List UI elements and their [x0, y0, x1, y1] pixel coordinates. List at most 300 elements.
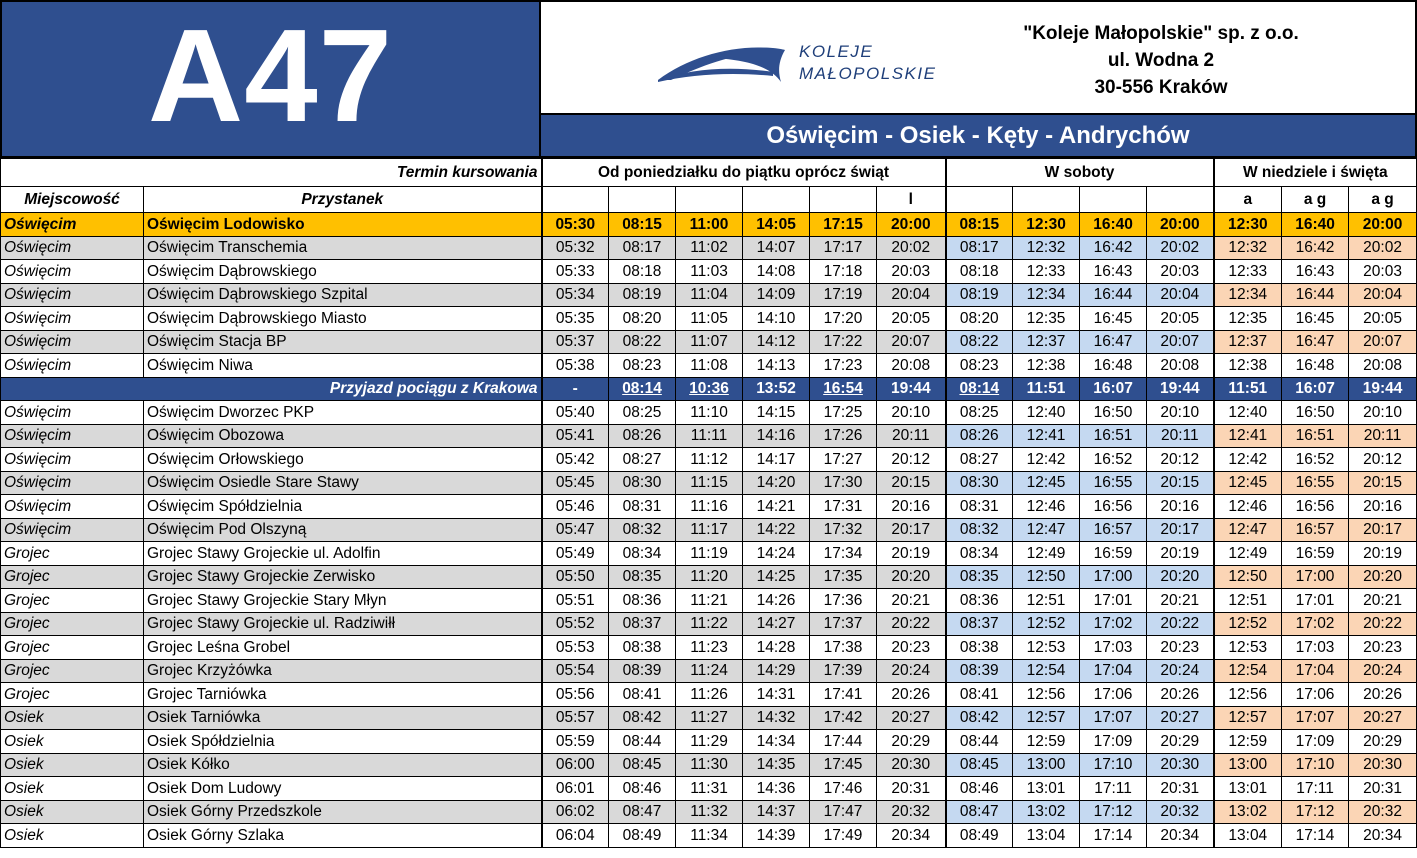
town-name: Osiek [1, 730, 144, 754]
town-name: Oświęcim [1, 424, 144, 448]
departure-time: 20:16 [1349, 495, 1417, 519]
timetable [0, 158, 1417, 848]
departure-time: 20:15 [877, 471, 946, 495]
departure-time: 12:51 [1013, 589, 1080, 613]
departure-time: 20:04 [1349, 283, 1417, 307]
logo-area [541, 0, 1417, 113]
train-arrival-time: 08:14 [609, 377, 676, 401]
departure-time: 17:14 [1080, 824, 1147, 848]
town-name: Grojec [1, 636, 144, 660]
departure-time: 17:02 [1080, 612, 1147, 636]
departure-time: 08:37 [609, 612, 676, 636]
departure-time: 16:52 [1080, 448, 1147, 472]
stop-name: Oświęcim Niwa [144, 354, 542, 378]
departure-time: 17:38 [810, 636, 877, 660]
departure-time: 17:12 [1282, 800, 1349, 824]
departure-time: 20:08 [877, 354, 946, 378]
departure-time: 08:46 [946, 777, 1013, 801]
stop-row [1, 471, 1417, 495]
stop-name: Grojec Leśna Grobel [144, 636, 542, 660]
departure-time: 14:39 [743, 824, 810, 848]
departure-time: 12:51 [1214, 589, 1282, 613]
departure-time: 14:08 [743, 260, 810, 284]
departure-time: 05:46 [542, 495, 609, 519]
departure-time: 20:12 [1349, 448, 1417, 472]
departure-time: 11:27 [676, 706, 743, 730]
town-name: Oświęcim [1, 330, 144, 354]
departure-time: 08:18 [609, 260, 676, 284]
departure-time: 08:37 [946, 612, 1013, 636]
departure-time: 20:27 [877, 706, 946, 730]
departure-time: 14:34 [743, 730, 810, 754]
departure-time: 16:59 [1282, 542, 1349, 566]
departure-time: 11:11 [676, 424, 743, 448]
departure-time: 16:59 [1080, 542, 1147, 566]
town-name: Oświęcim [1, 495, 144, 519]
train-arrival-time: 16:07 [1080, 377, 1147, 401]
departure-time: 08:18 [946, 260, 1013, 284]
stop-row [1, 706, 1417, 730]
departure-time: 17:18 [810, 260, 877, 284]
departure-time: 08:26 [946, 424, 1013, 448]
stop-row [1, 260, 1417, 284]
departure-time: 17:39 [810, 659, 877, 683]
departure-time: 20:26 [1349, 683, 1417, 707]
town-name: Oświęcim [1, 307, 144, 331]
departure-time: 12:41 [1013, 424, 1080, 448]
town-name: Grojec [1, 683, 144, 707]
departure-time: 20:02 [1349, 236, 1417, 260]
departure-time: 20:16 [877, 495, 946, 519]
course-note [1013, 187, 1080, 213]
stop-row [1, 683, 1417, 707]
departure-time: 16:51 [1282, 424, 1349, 448]
course-note [609, 187, 676, 213]
stop-name: Osiek Dom Ludowy [144, 777, 542, 801]
departure-time: 06:00 [542, 753, 609, 777]
departure-time: 17:10 [1080, 753, 1147, 777]
departure-time: 20:11 [877, 424, 946, 448]
stop-name: Oświęcim Dworzec PKP [144, 401, 542, 425]
departure-time: 20:31 [1349, 777, 1417, 801]
departure-time: 20:00 [1147, 213, 1214, 237]
course-note [1147, 187, 1214, 213]
departure-time: 05:56 [542, 683, 609, 707]
departure-time: 17:06 [1080, 683, 1147, 707]
route-number-box [0, 0, 541, 158]
departure-time: 20:30 [1349, 753, 1417, 777]
departure-time: 11:21 [676, 589, 743, 613]
departure-time: 17:35 [810, 565, 877, 589]
course-note [743, 187, 810, 213]
departure-time: 08:44 [609, 730, 676, 754]
departure-time: 12:37 [1013, 330, 1080, 354]
departure-time: 12:42 [1214, 448, 1282, 472]
town-name: Oświęcim [1, 448, 144, 472]
departure-time: 08:42 [609, 706, 676, 730]
departure-time: 17:47 [810, 800, 877, 824]
stop-row [1, 800, 1417, 824]
train-arrival-time: 10:36 [676, 377, 743, 401]
departure-time: 16:43 [1282, 260, 1349, 284]
departure-time: 20:32 [877, 800, 946, 824]
sunday-header: W niedziele i święta [1214, 159, 1417, 187]
town-name: Osiek [1, 824, 144, 848]
departure-time: 17:20 [810, 307, 877, 331]
train-arrival-time: - [542, 377, 609, 401]
train-arrival-time: 19:44 [1147, 377, 1214, 401]
departure-time: 08:23 [946, 354, 1013, 378]
course-note [810, 187, 877, 213]
route-name-bar [541, 113, 1417, 158]
stop-name: Grojec Tarniówka [144, 683, 542, 707]
departure-time: 12:57 [1013, 706, 1080, 730]
company-name: "Koleje Małopolskie" sp. z o.o. [1023, 23, 1299, 44]
departure-time: 16:43 [1080, 260, 1147, 284]
departure-time: 17:30 [810, 471, 877, 495]
course-note [1080, 187, 1147, 213]
departure-time: 08:31 [609, 495, 676, 519]
departure-time: 14:24 [743, 542, 810, 566]
departure-time: 05:53 [542, 636, 609, 660]
departure-time: 17:44 [810, 730, 877, 754]
departure-time: 17:46 [810, 777, 877, 801]
departure-time: 13:00 [1214, 753, 1282, 777]
departure-time: 16:40 [1282, 213, 1349, 237]
departure-time: 16:48 [1080, 354, 1147, 378]
departure-time: 17:22 [810, 330, 877, 354]
departure-time: 16:50 [1080, 401, 1147, 425]
departure-time: 17:45 [810, 753, 877, 777]
departure-time: 20:29 [1349, 730, 1417, 754]
departure-time: 13:00 [1013, 753, 1080, 777]
departure-time: 17:12 [1080, 800, 1147, 824]
departure-time: 12:42 [1013, 448, 1080, 472]
stop-row [1, 448, 1417, 472]
stop-row [1, 659, 1417, 683]
departure-time: 20:27 [1147, 706, 1214, 730]
departure-time: 17:25 [810, 401, 877, 425]
departure-time: 12:52 [1013, 612, 1080, 636]
departure-time: 14:17 [743, 448, 810, 472]
departure-time: 12:35 [1214, 307, 1282, 331]
departure-time: 17:03 [1282, 636, 1349, 660]
header-row-operating [1, 159, 1417, 187]
departure-time: 16:55 [1080, 471, 1147, 495]
departure-time: 20:02 [1147, 236, 1214, 260]
departure-time: 08:34 [946, 542, 1013, 566]
departure-time: 12:32 [1013, 236, 1080, 260]
departure-time: 20:23 [877, 636, 946, 660]
departure-time: 11:20 [676, 565, 743, 589]
stop-name: Oświęcim Lodowisko [144, 213, 542, 237]
departure-time: 17:10 [1282, 753, 1349, 777]
departure-time: 08:38 [946, 636, 1013, 660]
departure-time: 08:46 [609, 777, 676, 801]
departure-time: 11:10 [676, 401, 743, 425]
departure-time: 08:36 [946, 589, 1013, 613]
departure-time: 14:35 [743, 753, 810, 777]
departure-time: 16:44 [1080, 283, 1147, 307]
departure-time: 16:47 [1080, 330, 1147, 354]
course-note [946, 187, 1013, 213]
departure-time: 12:52 [1214, 612, 1282, 636]
departure-time: 13:01 [1013, 777, 1080, 801]
departure-time: 11:15 [676, 471, 743, 495]
departure-time: 20:20 [877, 565, 946, 589]
stop-row [1, 636, 1417, 660]
departure-time: 08:27 [609, 448, 676, 472]
departure-time: 20:31 [1147, 777, 1214, 801]
stop-row [1, 612, 1417, 636]
departure-time: 20:29 [1147, 730, 1214, 754]
departure-time: 17:41 [810, 683, 877, 707]
departure-time: 20:22 [877, 612, 946, 636]
departure-time: 11:26 [676, 683, 743, 707]
departure-time: 20:21 [1147, 589, 1214, 613]
departure-time: 17:42 [810, 706, 877, 730]
stop-row [1, 283, 1417, 307]
departure-time: 16:56 [1282, 495, 1349, 519]
departure-time: 20:17 [877, 518, 946, 542]
departure-time: 20:34 [877, 824, 946, 848]
departure-time: 11:32 [676, 800, 743, 824]
departure-time: 20:34 [1349, 824, 1417, 848]
departure-time: 05:35 [542, 307, 609, 331]
departure-time: 14:28 [743, 636, 810, 660]
departure-time: 05:34 [542, 283, 609, 307]
swoosh-icon [653, 32, 793, 92]
departure-time: 20:11 [1349, 424, 1417, 448]
departure-time: 05:59 [542, 730, 609, 754]
departure-time: 12:56 [1214, 683, 1282, 707]
departure-time: 11:19 [676, 542, 743, 566]
departure-time: 12:41 [1214, 424, 1282, 448]
departure-time: 20:04 [1147, 283, 1214, 307]
stop-name: Osiek Tarniówka [144, 706, 542, 730]
departure-time: 11:22 [676, 612, 743, 636]
departure-time: 12:53 [1013, 636, 1080, 660]
departure-time: 20:08 [1147, 354, 1214, 378]
departure-time: 20:10 [877, 401, 946, 425]
departure-time: 17:17 [810, 236, 877, 260]
town-name: Oświęcim [1, 213, 144, 237]
departure-time: 17:14 [1282, 824, 1349, 848]
town-name: Oświęcim [1, 260, 144, 284]
departure-time: 12:34 [1214, 283, 1282, 307]
departure-time: 11:31 [676, 777, 743, 801]
departure-time: 17:15 [810, 213, 877, 237]
departure-time: 08:30 [609, 471, 676, 495]
departure-time: 17:04 [1282, 659, 1349, 683]
departure-time: 12:54 [1013, 659, 1080, 683]
departure-time: 12:54 [1214, 659, 1282, 683]
logo-text-line1: KOLEJE [799, 42, 874, 61]
departure-time: 12:33 [1214, 260, 1282, 284]
town-name: Grojec [1, 612, 144, 636]
stop-name: Oświęcim Dąbrowskiego Szpital [144, 283, 542, 307]
departure-time: 08:47 [609, 800, 676, 824]
town-name: Oświęcim [1, 283, 144, 307]
departure-time: 11:24 [676, 659, 743, 683]
departure-time: 05:50 [542, 565, 609, 589]
stop-row [1, 495, 1417, 519]
departure-time: 08:34 [609, 542, 676, 566]
departure-time: 20:11 [1147, 424, 1214, 448]
departure-time: 08:31 [946, 495, 1013, 519]
departure-time: 20:12 [1147, 448, 1214, 472]
departure-time: 12:53 [1214, 636, 1282, 660]
departure-time: 11:17 [676, 518, 743, 542]
departure-time: 20:15 [1349, 471, 1417, 495]
departure-time: 08:23 [609, 354, 676, 378]
departure-time: 12:46 [1013, 495, 1080, 519]
departure-time: 12:59 [1214, 730, 1282, 754]
departure-time: 08:39 [946, 659, 1013, 683]
stop-name: Oświęcim Transchemia [144, 236, 542, 260]
departure-time: 08:20 [609, 307, 676, 331]
departure-time: 20:22 [1349, 612, 1417, 636]
departure-time: 20:23 [1349, 636, 1417, 660]
departure-time: 20:03 [1349, 260, 1417, 284]
town-name: Oświęcim [1, 236, 144, 260]
departure-time: 17:00 [1282, 565, 1349, 589]
departure-time: 17:31 [810, 495, 877, 519]
departure-time: 12:30 [1214, 213, 1282, 237]
departure-time: 16:56 [1080, 495, 1147, 519]
town-name: Oświęcim [1, 354, 144, 378]
departure-time: 20:30 [1147, 753, 1214, 777]
departure-time: 20:07 [877, 330, 946, 354]
departure-time: 16:45 [1080, 307, 1147, 331]
departure-time: 08:22 [609, 330, 676, 354]
stop-name: Grojec Stawy Grojeckie Stary Młyn [144, 589, 542, 613]
departure-time: 20:10 [1147, 401, 1214, 425]
departure-time: 17:27 [810, 448, 877, 472]
departure-time: 20:17 [1349, 518, 1417, 542]
departure-time: 08:32 [946, 518, 1013, 542]
departure-time: 20:07 [1147, 330, 1214, 354]
town-header: Miejscowość [1, 187, 144, 213]
departure-time: 05:54 [542, 659, 609, 683]
departure-time: 17:06 [1282, 683, 1349, 707]
train-arrival-time: 08:14 [946, 377, 1013, 401]
departure-time: 08:36 [609, 589, 676, 613]
departure-time: 08:17 [946, 236, 1013, 260]
departure-time: 17:36 [810, 589, 877, 613]
departure-time: 08:44 [946, 730, 1013, 754]
departure-time: 20:19 [1147, 542, 1214, 566]
stop-name: Osiek Górny Przedszkole [144, 800, 542, 824]
departure-time: 20:03 [877, 260, 946, 284]
departure-time: 12:38 [1214, 354, 1282, 378]
course-note [542, 187, 609, 213]
departure-time: 17:07 [1282, 706, 1349, 730]
company-address [1011, 20, 1311, 101]
departure-time: 08:39 [609, 659, 676, 683]
departure-time: 20:19 [877, 542, 946, 566]
stop-name: Oświęcim Obozowa [144, 424, 542, 448]
train-arrival-time: 19:44 [1349, 377, 1417, 401]
departure-time: 16:44 [1282, 283, 1349, 307]
stop-row [1, 565, 1417, 589]
departure-time: 16:45 [1282, 307, 1349, 331]
stop-name: Oświęcim Stacja BP [144, 330, 542, 354]
train-arrival-row [1, 377, 1417, 401]
departure-time: 20:00 [1349, 213, 1417, 237]
town-name: Oświęcim [1, 518, 144, 542]
departure-time: 17:26 [810, 424, 877, 448]
departure-time: 14:16 [743, 424, 810, 448]
departure-time: 12:33 [1013, 260, 1080, 284]
departure-time: 08:27 [946, 448, 1013, 472]
town-name: Osiek [1, 800, 144, 824]
stop-name: Grojec Stawy Grojeckie ul. Adolfin [144, 542, 542, 566]
departure-time: 17:07 [1080, 706, 1147, 730]
departure-time: 14:26 [743, 589, 810, 613]
departure-time: 17:09 [1080, 730, 1147, 754]
departure-time: 08:30 [946, 471, 1013, 495]
departure-time: 20:29 [877, 730, 946, 754]
koleje-malopolskie-logo [653, 32, 953, 92]
departure-time: 05:45 [542, 471, 609, 495]
departure-time: 11:30 [676, 753, 743, 777]
departure-time: 08:49 [609, 824, 676, 848]
stop-name: Osiek Górny Szlaka [144, 824, 542, 848]
departure-time: 12:32 [1214, 236, 1282, 260]
departure-time: 20:21 [877, 589, 946, 613]
departure-time: 13:01 [1214, 777, 1282, 801]
departure-time: 08:38 [609, 636, 676, 660]
departure-time: 06:01 [542, 777, 609, 801]
departure-time: 20:05 [1349, 307, 1417, 331]
route-number: A47 [147, 2, 394, 149]
departure-time: 05:38 [542, 354, 609, 378]
route-name: Oświęcim - Osiek - Kęty - Andrychów [766, 121, 1190, 149]
departure-time: 14:15 [743, 401, 810, 425]
departure-time: 06:02 [542, 800, 609, 824]
departure-time: 16:47 [1282, 330, 1349, 354]
departure-time: 08:19 [946, 283, 1013, 307]
departure-time: 05:32 [542, 236, 609, 260]
town-name: Grojec [1, 659, 144, 683]
departure-time: 05:30 [542, 213, 609, 237]
departure-time: 08:35 [946, 565, 1013, 589]
departure-time: 11:08 [676, 354, 743, 378]
course-note: l [877, 187, 946, 213]
departure-time: 17:37 [810, 612, 877, 636]
train-arrival-time: 11:51 [1013, 377, 1080, 401]
departure-time: 08:15 [609, 213, 676, 237]
departure-time: 14:32 [743, 706, 810, 730]
departure-time: 17:02 [1282, 612, 1349, 636]
departure-time: 12:57 [1214, 706, 1282, 730]
departure-time: 20:30 [877, 753, 946, 777]
departure-time: 08:45 [609, 753, 676, 777]
stop-name: Osiek Spółdzielnia [144, 730, 542, 754]
departure-time: 20:24 [877, 659, 946, 683]
departure-time: 11:03 [676, 260, 743, 284]
stop-name: Oświęcim Spółdzielnia [144, 495, 542, 519]
stop-name: Oświęcim Dąbrowskiego [144, 260, 542, 284]
stop-name: Oświęcim Orłowskiego [144, 448, 542, 472]
departure-time: 20:24 [1349, 659, 1417, 683]
departure-time: 12:45 [1013, 471, 1080, 495]
departure-time: 20:22 [1147, 612, 1214, 636]
stop-row [1, 824, 1417, 848]
departure-time: 16:55 [1282, 471, 1349, 495]
course-note: a g [1349, 187, 1417, 213]
